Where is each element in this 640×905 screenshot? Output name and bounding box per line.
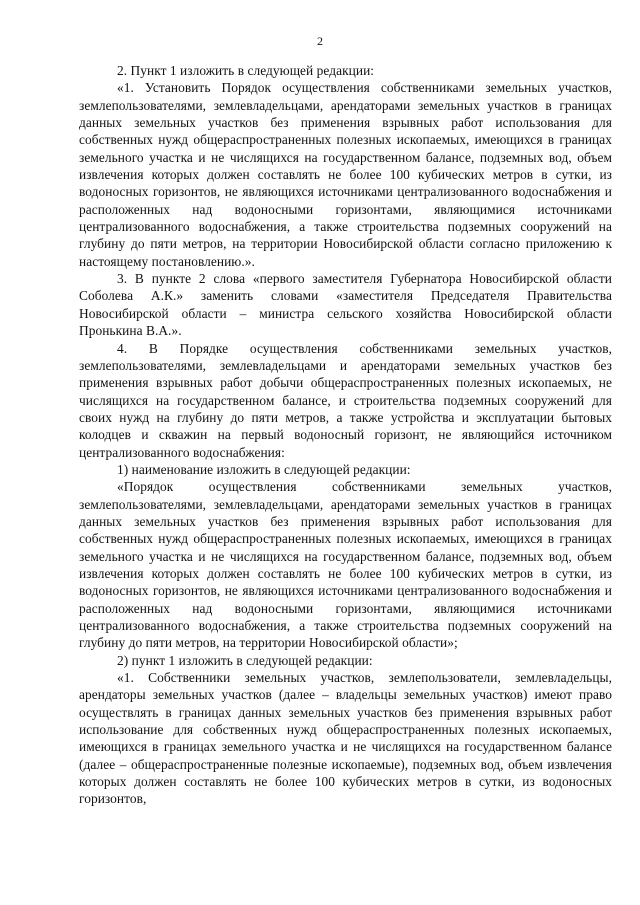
paragraph-subitem-1-heading: 1) наименование изложить в следующей редакции: [117, 461, 411, 477]
paragraph-item-2-heading: 2. Пункт 1 изложить в следующей редакции: [117, 63, 375, 78]
paragraph-item-3: 3. В пункте 2 слова «первого заместителя Губернатора Новосибирской области Соболева А.К.» заменить словами «заместителя Председателя Правительства Новосибирской области – министра сельского хозяйства Новосибирской области Пронькина В.А.». [79, 271, 612, 339]
document-body [79, 62, 612, 808]
paragraph-item-4: 4. В Порядке осуществления собственниками земельных участков, землепользователями, землевладельцами и арендаторами земельных участков без применения взрывных работ добычи общераспространенных полезных ископаемых, не числящихся на государственном балансе, и строительства подземных сооружений для своих нужд на глубину до пяти метров, а также устройства и эксплуатации бытовых колодцев и скважин на первый водоносный горизонт, не являющийся источником централизованного водоснабжения: [79, 340, 612, 460]
page-number: 2 [317, 34, 323, 48]
paragraph-new-item-1: «1. Собственники земельных участков, землепользователи, землевладельцы, арендаторы земельных участков (далее – владельцы земельных участков) имеют право осуществлять в границах данных земельных участков без применения взрывных работ использование для собственных нужд общераспространенных полезных ископаемых, имеющихся в границах земельного участка и не числящихся на государственном балансе (далее – общераспространенные полезные ископаемые), подземных вод, объем извлечения которых должен составлять не более 100 кубических метров в сутки, из водоносных горизонтов, [79, 670, 612, 807]
paragraph-new-title: «Порядок осуществления собственниками земельных участков, землепользователями, землевладельцами, арендаторами земельных участков в границах данных земельных участков без применения взрывных работ использования для собственных нужд общераспространенных полезных ископаемых, имеющихся в границах земельного участка и не числящихся на государственном балансе, подземных вод, объем извлечения которых должен составлять не более 100 кубических метров в сутки, из водоносных горизонтов, не являющихся источниками централизованного водоснабжения и расположенных над водоносными горизонтами, являющимися источниками централизованного водоснабжения, а также строительства подземных сооружений на глубину до пяти метров, на территории Новосибирской области»; [79, 479, 612, 651]
paragraph-subitem-2-heading: 2) пункт 1 изложить в следующей редакции: [117, 652, 373, 668]
paragraph-item-1-new-text: «1. Установить Порядок осуществления собственниками земельных участков, землепользователями, землевладельцами, арендаторами земельных участков в границах данных земельных участков без применения взрывных работ использования для собственных нужд общераспространенных полезных ископаемых, имеющихся в границах земельного участка и не числящихся на государственном балансе, подземных вод, объем извлечения которых должен составлять не более 100 кубических метров в сутки, из водоносных горизонтов, не являющихся источниками централизованного водоснабжения и расположенных над водоносными горизонтами, являющимися источниками централизованного водоснабжения, а также строительства подземных сооружений на глубину до пяти метров, на территории Новосибирской области согласно приложению к настоящему постановлению.». [79, 80, 612, 269]
